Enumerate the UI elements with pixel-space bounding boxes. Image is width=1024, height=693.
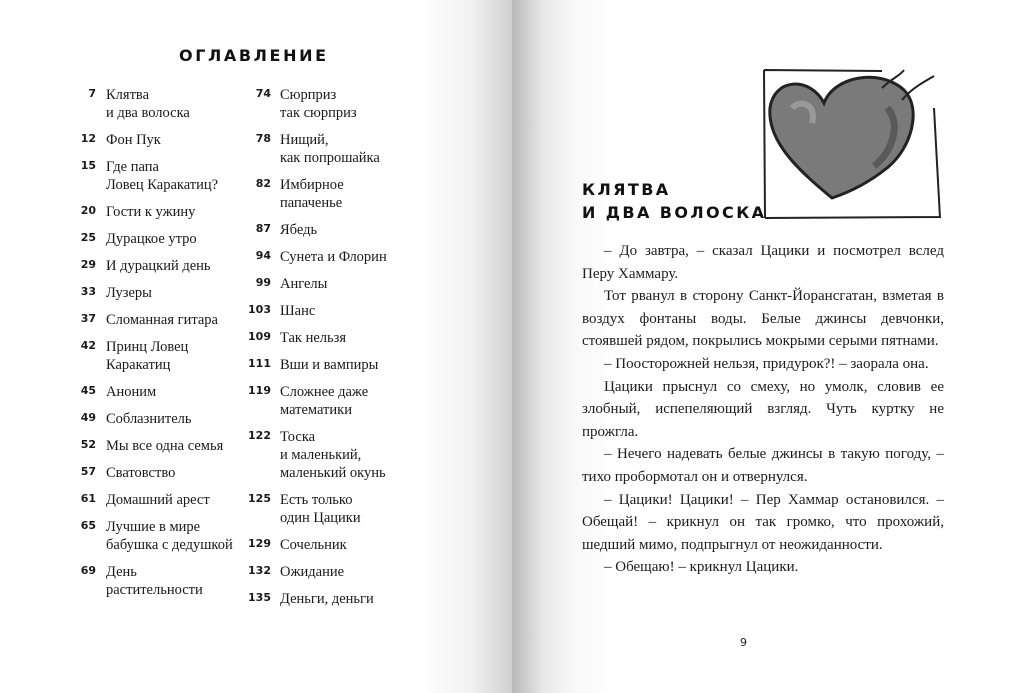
toc-entry-title [280,563,410,581]
toc-entry-title [280,248,410,266]
toc-entry-page: 69 [80,564,96,577]
toc-entry-title [280,428,410,482]
toc-entry-title-line1: Ожидание [280,564,345,580]
toc-entry-title [280,221,410,239]
toc-entry-title-line2: и два волоска [106,105,190,121]
toc-entry-title-line2: математики [280,402,352,418]
toc-entry[interactable] [240,86,410,122]
toc-entry-title-line2: Каракатиц [106,357,171,373]
toc-entry-page: 52 [80,438,96,451]
toc-entry-title [106,86,234,122]
toc-entry-title-line1: Домашний арест [106,492,210,508]
toc-entry-title-line1: Сунета и Флорин [280,249,387,265]
toc-entry-title [280,131,410,167]
toc-entry-title-line1: Фон Пук [106,132,161,148]
toc-entry-page: 111 [248,357,271,370]
toc-entry[interactable] [240,428,410,482]
toc-entry[interactable] [74,563,234,599]
toc-entry-title [106,383,234,401]
toc-entry[interactable] [74,203,234,221]
toc-entry-title [106,518,234,554]
toc-entry-page: 61 [80,492,96,505]
toc-entry-title [106,491,234,509]
chapter-title-line-2: И ДВА ВОЛОСКА [582,203,767,222]
toc-entry-title [280,536,410,554]
toc-entry[interactable] [74,311,234,329]
toc-entry-page: 15 [80,159,96,172]
toc-entry[interactable] [74,383,234,401]
toc-entry-title-line1: Где папа [106,159,159,175]
toc-entry-title [106,410,234,428]
toc-entry[interactable] [240,248,410,266]
toc-entry-page: 20 [80,204,96,217]
toc-entry-page: 119 [248,384,271,397]
toc-entry-title [106,131,234,149]
toc-entry-title-line1: Сюрприз [280,87,337,103]
toc-entry-title-line1: Имбирное [280,177,344,193]
chapter-title [582,178,766,224]
toc-entry-title-line1: День [106,564,137,580]
toc-entry-page: 109 [248,330,271,343]
toc-entry-page: 82 [255,177,271,190]
toc-entry[interactable] [240,590,410,608]
toc-entry-title-line2: папаченье [280,195,343,211]
toc-entry-page: 37 [80,312,96,325]
toc-entry-title-line1: Есть только [280,492,353,508]
toc-entry-title-line1: Сломанная гитара [106,312,218,328]
toc-entry-title-line1: Тоска [280,429,316,445]
toc-entry-page: 45 [80,384,96,397]
toc-entry-title [280,329,410,347]
toc-entry-title-line1: Гости к ужину [106,204,196,220]
toc-entry-title-line1: И дурацкий день [106,258,211,274]
toc-entry[interactable] [240,491,410,527]
toc-entry-page: 135 [248,591,271,604]
toc-entry[interactable] [240,356,410,374]
toc-entry-page: 99 [255,276,271,289]
toc-entry-title [106,311,234,329]
toc-entry-title-line1: Клятва [106,87,150,103]
toc-entry-title [280,176,410,212]
toc-entry-page: 25 [80,231,96,244]
toc-entry-page: 129 [248,537,271,550]
toc-entry[interactable] [74,491,234,509]
toc-entry-title-line1: Вши и вампиры [280,357,379,373]
toc-entry-title [280,302,410,320]
toc-entry-title-line1: Принц Ловец [106,339,189,355]
toc-entry[interactable] [240,275,410,293]
paragraph: – Нечего надевать белые джинсы в такую погоду, – тихо пробормотал он и отвернулся. [582,446,944,485]
toc-entry[interactable] [240,329,410,347]
paragraph: – Цацики! Цацики! – Пер Хаммар остановился. – Обещай! – крикнул он так громко, что прохожий, шедший мимо, подпрыгнул от неожиданности. [582,491,944,553]
toc-entry-title [280,356,410,374]
toc-entry-page: 78 [255,132,271,145]
toc-entry-title-line1: Аноним [106,384,157,400]
paragraph: – Поосторожней нельзя, придурок?! – заорала она. [604,355,929,372]
toc-entry-title [280,383,410,419]
toc-entry[interactable] [74,230,234,248]
paragraph: – До завтра, – сказал Цацики и посмотрел вслед Перу Хаммару. [582,243,944,282]
toc-entry-page: 74 [255,87,271,100]
toc-entry-title [106,158,234,194]
paragraph: Тот рванул в сторону Санкт-Йорансгатан, взметая в воздух фонтаны воды. Белые джинсы девчонки, стоявшей рядом, покрылись мокрыми серыми пятнами. [582,288,944,350]
toc-entry-title-line1: Сватовство [106,465,176,481]
toc-entry-page: 122 [248,429,271,442]
toc-entry-title-line1: Шанс [280,303,316,319]
toc-entry-page: 42 [80,339,96,352]
toc-entry-title [106,464,234,482]
toc-entry-title [280,86,410,122]
toc-entry[interactable] [74,158,234,194]
toc-entry[interactable] [240,221,410,239]
toc-entry-title [106,437,234,455]
toc-entry-page: 132 [248,564,271,577]
toc-entry-page: 49 [80,411,96,424]
toc-entry-title [106,203,234,221]
toc-entry-title-line1: Лучшие в мире [106,519,201,535]
chapter-body-text [582,240,944,579]
toc-entry-title-line2: так сюрприз [280,105,357,121]
toc-entry-title-line1: Сложнее даже [280,384,369,400]
toc-entry-title [280,491,410,527]
toc-entry-title-line1: Ябедь [280,222,318,238]
toc-entry-title [106,284,234,302]
toc-column-2 [240,86,410,617]
toc-entry[interactable] [74,464,234,482]
toc-entry-title-line1: Дурацкое утро [106,231,197,247]
toc-entry[interactable] [240,536,410,554]
toc-entry[interactable] [74,257,234,275]
toc-entry[interactable] [240,176,410,212]
toc-entry-page: 87 [255,222,271,235]
toc-entry-title-line1: Сочельник [280,537,347,553]
toc-entry-page: 125 [248,492,271,505]
toc-entry-title-line2: один Цацики [280,510,361,526]
toc-entry[interactable] [74,518,234,554]
toc-entry-page: 33 [80,285,96,298]
toc-entry-title [106,563,234,599]
toc-entry[interactable] [74,410,234,428]
toc-title: ОГЛАВЛЕНИЕ [179,46,329,65]
toc-column-1 [74,86,234,608]
paragraph: – Обещаю! – крикнул Цацики. [604,559,799,576]
toc-entry-page: 57 [80,465,96,478]
toc-entry-title-line2: и маленький, [280,447,362,463]
toc-entry[interactable] [240,563,410,581]
toc-entry[interactable] [240,302,410,320]
toc-entry[interactable] [74,86,234,122]
page-number: 9 [740,636,747,649]
toc-entry-title [280,590,410,608]
toc-entry-title-line2: как попрошайка [280,150,380,166]
toc-entry-title-line2: бабушка с дедушкой [106,537,233,553]
toc-entry-title [106,230,234,248]
paragraph: Цацики прыснул со смеху, но умолк, словив ее злобный, испепеляющий взгляд. Чуть куртку не прожгла. [582,378,944,440]
toc-entry-title-line2: растительности [106,582,203,598]
toc-entry-title-line1: Так нельзя [280,330,347,346]
toc-entry-title-line1: Лузеры [106,285,152,301]
toc-entry-page: 94 [255,249,271,262]
toc-entry-page: 7 [88,87,96,100]
toc-entry[interactable] [74,131,234,149]
toc-entry-title [106,257,234,275]
toc-entry-title-line1: Мы все одна семья [106,438,224,454]
toc-entry-title [106,338,234,374]
toc-entry-title-line1: Ангелы [280,276,328,292]
toc-entry-title-line1: Соблазнитель [106,411,192,427]
heart-illustration [762,68,942,220]
toc-entry-title-line1: Нищий, [280,132,329,148]
toc-entry-page: 12 [80,132,96,145]
toc-entry-title-line1: Деньги, деньги [280,591,374,607]
toc-entry-title-line3: маленький окунь [280,465,386,481]
toc-entry-title-line2: Ловец Каракатиц? [106,177,219,193]
toc-entry-page: 103 [248,303,271,316]
toc-entry[interactable] [74,338,234,374]
toc-entry-page: 65 [80,519,96,532]
toc-entry[interactable] [240,131,410,167]
chapter-title-line-1: КЛЯТВА [582,180,671,199]
toc-entry-page: 29 [80,258,96,271]
toc-entry[interactable] [74,284,234,302]
toc-entry[interactable] [74,437,234,455]
toc-entry-title [280,275,410,293]
toc-entry[interactable] [240,383,410,419]
